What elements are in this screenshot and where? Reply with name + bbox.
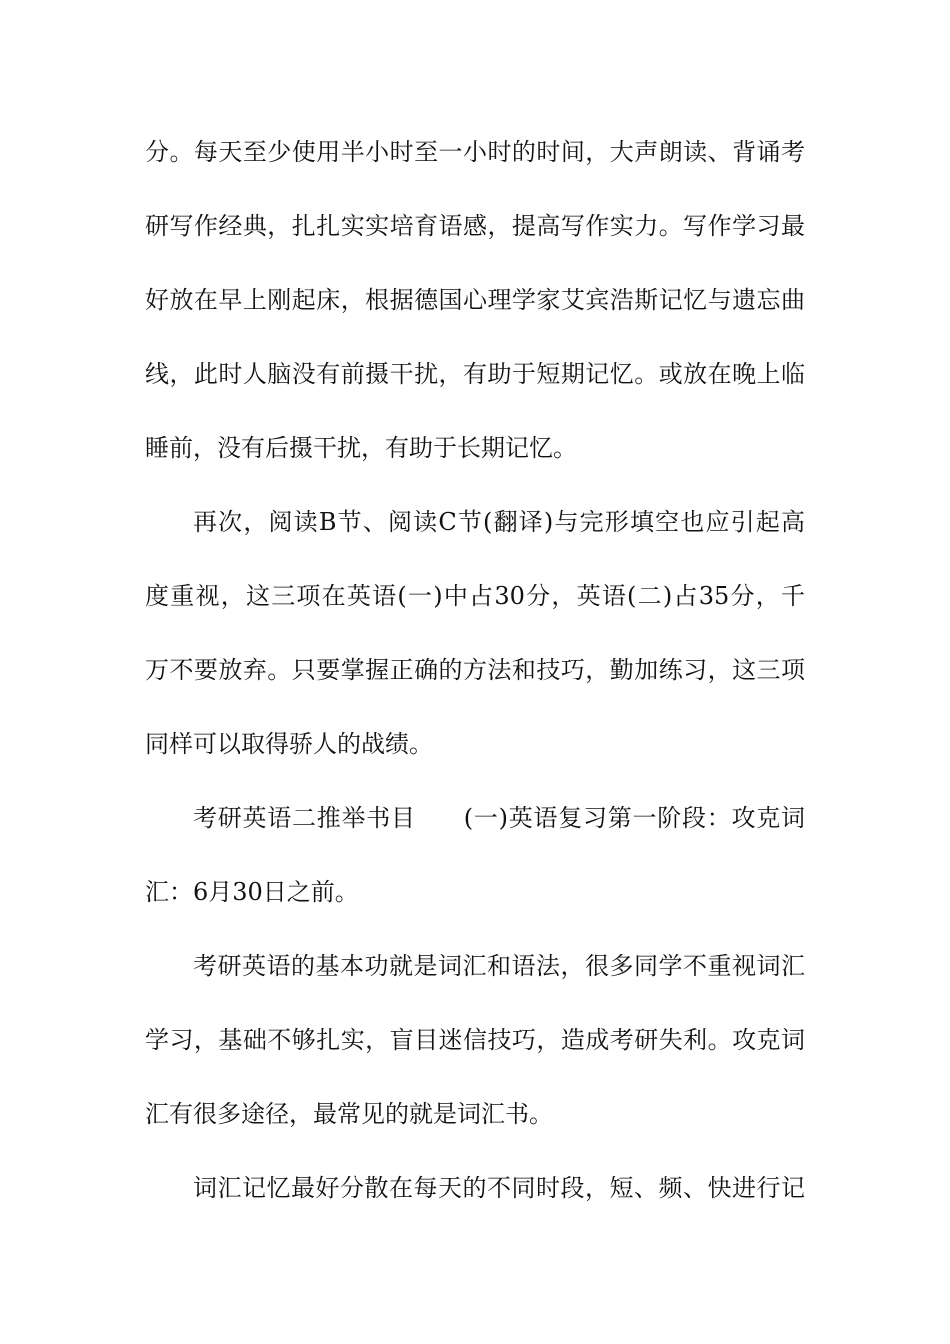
text-line: 汇：6月30日之前。 — [145, 878, 359, 906]
heading-subtitle: (一)英语复习第一阶段：攻克词 — [463, 804, 806, 832]
text-line: 万不要放弃。只要掌握正确的方法和技巧，勤加练习，这三项 — [145, 656, 805, 684]
text-line: 好放在早上刚起床，根据德国心理学家艾宾浩斯记忆与遗忘曲 — [145, 286, 805, 314]
text-line: 分。每天至少使用半小时至一小时的时间，大声朗读、背诵考 — [145, 138, 805, 166]
text-line: 线，此时人脑没有前摄干扰，有助于短期记忆。或放在晚上临 — [145, 360, 805, 388]
section-heading-line — [145, 794, 805, 868]
text-line: 同样可以取得骄人的战绩。 — [145, 730, 433, 758]
heading-text: 考研英语二推举书目 — [193, 804, 416, 832]
paragraph-start-line: 考研英语的基本功就是词汇和语法，很多同学不重视词汇 — [193, 952, 805, 980]
paragraph-start-line: 词汇记忆最好分散在每天的不同时段，短、频、快进行记 — [193, 1174, 805, 1202]
text-line: 学习，基础不够扎实，盲目迷信技巧，造成考研失利。攻克词 — [145, 1026, 805, 1054]
text-line: 研写作经典，扎扎实实培育语感，提高写作实力。写作学习最 — [145, 212, 805, 240]
text-line: 度重视，这三项在英语(一)中占30分，英语(二)占35分，千 — [145, 582, 805, 610]
text-line: 睡前，没有后摄干扰，有助于长期记忆。 — [145, 434, 577, 462]
paragraph-start-line: 再次，阅读B节、阅读C节(翻译)与完形填空也应引起高 — [193, 508, 805, 536]
text-line: 汇有很多途径，最常见的就是词汇书。 — [145, 1100, 553, 1128]
document-body — [145, 128, 805, 1238]
